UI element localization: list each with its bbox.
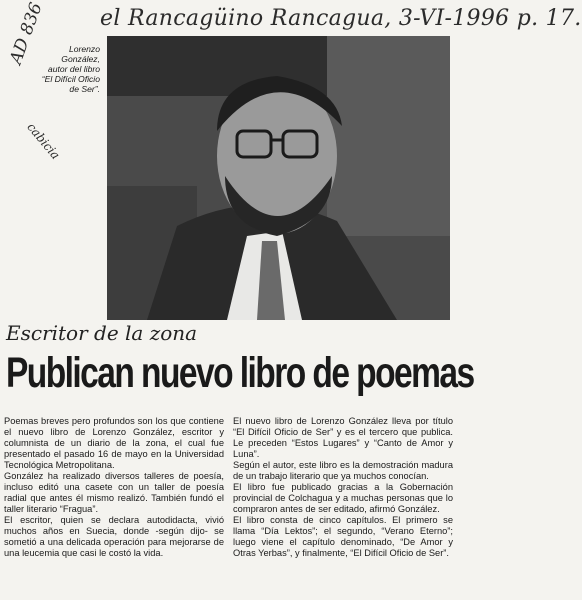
article-kicker: Escritor de la zona	[6, 321, 198, 345]
paragraph: El nuevo libro de Lorenzo González lleva por título “El Difícil Oficio de Ser” y es el tercero que publica. Le preceden “Estos Lugares” y “Canto de Amor y Luna”.	[233, 416, 453, 459]
paragraph: Según el autor, este libro es la demostración madura de un trabajo literario que ya muchos conocían.	[233, 460, 453, 481]
handwritten-margin-label: cabicia	[24, 120, 63, 163]
paragraph: El escritor, quien se declara autodidacta, vivió muchos años en Suecia, donde -según dijo- se sometió a una delicada operación para mejorarse de una leucemia que casi le costó la vida.	[4, 515, 224, 558]
author-photo	[107, 36, 450, 320]
photo-caption: Lorenzo González, autor del libro “El Difícil Oficio de Ser”.	[41, 44, 100, 94]
article-column-left	[4, 416, 224, 559]
handwritten-source-note: el Rancagüino Rancagua, 3-VI-1996 p. 17.	[100, 6, 582, 31]
article-column-right	[233, 416, 453, 559]
handwritten-shelf-mark: AD 836	[6, 0, 47, 67]
paragraph: El libro consta de cinco capítulos. El primero se llama “Día Lektos”; el segundo, “Verano Eterno”; luego viene el capítulo denominado, “De Amor y Otras Yerbas”, y finalmente, “El Difícil Oficio de Ser”.	[233, 515, 453, 558]
paragraph: González ha realizado diversos talleres de poesía, incluso editó una casete con un taller de poesía radial que antes él mismo realizó. También fundó el taller literario “Fragua”.	[4, 471, 224, 514]
paragraph: El libro fue publicado gracias a la Gobernación provincial de Colchagua y a muchas personas que lo compraron antes de ser editado, afirmó González.	[233, 482, 453, 514]
paragraph: Poemas breves pero profundos son los que contiene el nuevo libro de Lorenzo González, escritor y columnista de un diario de la zona, el cual fue presentado el pasado 16 de mayo en la Universidad Tecnológica Metropolitana.	[4, 416, 224, 470]
author-portrait-image	[107, 36, 450, 320]
article-headline: Publican nuevo libro de poemas	[6, 349, 474, 397]
